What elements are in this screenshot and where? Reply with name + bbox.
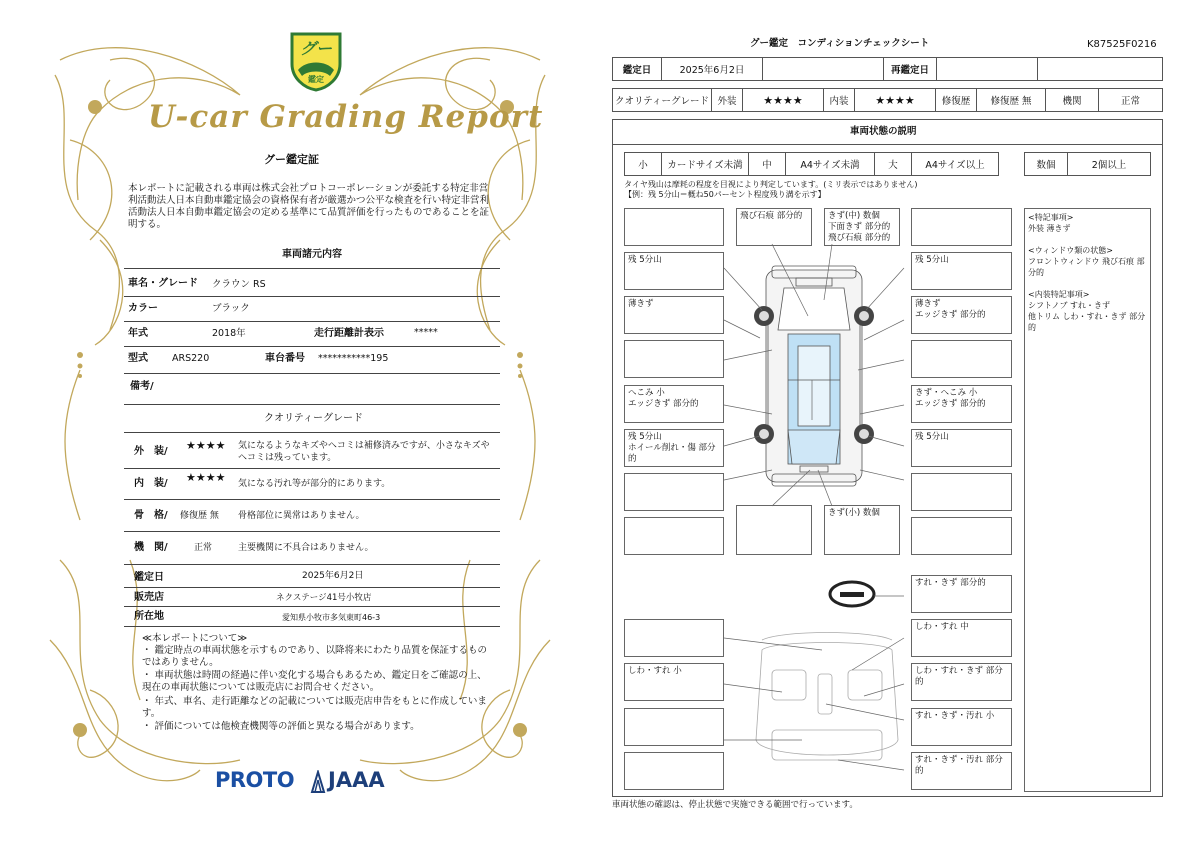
special-notes: <特記事項> 外装 薄きず <ウィンドウ類の状態> フロントウィンドウ 飛び石痕 部分的 <内装特記事項> シフトノブ すれ・きず 他トリム しわ・すれ・きず 部分的 <box>1024 208 1151 792</box>
note-item: ・ 評価については他検査機関等の評価と異なる場合があります。 <box>142 721 420 732</box>
quality-section-title: クオリティーグレード <box>264 413 363 424</box>
damage-box <box>911 517 1012 555</box>
certificate-intro: 本レポートに記載される車両は株式会社プロトコーポレーションが委託する特定非営利活動法人日本自動車鑑定協会の資格保有者が厳選かつ公平な検査を行い特定非営利活動法人日本自動車鑑定協会の定める基準にて品質評価を行ったものであることを証明する。 <box>128 183 490 230</box>
interior-box <box>624 708 724 746</box>
dealer-label: 販売店 <box>134 592 164 603</box>
mileage-value: ***** <box>414 327 438 338</box>
damage-box <box>624 517 724 555</box>
legend-count-desc: 2個以上 <box>1067 152 1151 176</box>
damage-box <box>624 473 724 511</box>
year-value: 2018年 <box>212 328 246 339</box>
damage-box: 残 5分山 <box>624 252 724 290</box>
spec-section-title: 車両諸元内容 <box>282 249 342 260</box>
interior-box: しわ・すれ 中 <box>911 619 1012 657</box>
quality-grade-label: クオリティーグレード <box>612 88 712 112</box>
document-id: K87525F0216 <box>1087 39 1157 50</box>
interior-box <box>624 752 724 790</box>
interior-box <box>624 619 724 657</box>
ext-label: 外装 <box>711 88 743 112</box>
damage-box <box>736 505 812 555</box>
damage-box: 残 5分山 <box>911 429 1012 467</box>
legend-count: 数個 <box>1024 152 1068 176</box>
interior-box: すれ・きず・汚れ 小 <box>911 708 1012 746</box>
chassis-label: 車台番号 <box>265 353 305 364</box>
engine-label-right: 機関 <box>1045 88 1099 112</box>
inspection-date-label: 鑑定日 <box>134 572 164 583</box>
reinspection-empty-cell <box>1037 57 1163 81</box>
damage-box: きず(小) 数個 <box>824 505 900 555</box>
interior-box: すれ・きず 部分的 <box>911 575 1012 613</box>
year-label: 年式 <box>128 328 148 339</box>
sheet-footer: 車両状態の確認は、停止状態で実施できる範囲で行っています。 <box>612 800 858 810</box>
steering-wheel-icon <box>830 582 874 606</box>
exterior-stars: ★★★★ <box>186 439 226 452</box>
chassis-value: ***********195 <box>318 353 389 364</box>
damage-box: 薄きず エッジきず 部分的 <box>911 296 1012 334</box>
legend-small: 小 <box>624 152 662 176</box>
model-label: 型式 <box>128 353 148 364</box>
date-label: 鑑定日 <box>612 57 662 81</box>
color-label: カラー <box>128 303 158 314</box>
damage-box: きず(中) 数個 下面きず 部分的 飛び石痕 部分的 <box>824 208 900 246</box>
certificate-title: グー鑑定証 <box>264 153 319 166</box>
frame-text: 骨格部位に異常はありません。 <box>238 511 365 521</box>
model-value: ARS220 <box>172 353 210 364</box>
damage-box: きず・へこみ 小 エッジきず 部分的 <box>911 385 1012 423</box>
engine-label: 機 関/ <box>134 542 168 553</box>
proto-logo: PROTO <box>215 768 295 792</box>
interior-label: 内 装/ <box>134 478 168 489</box>
report-title: U-car Grading Report <box>148 99 544 135</box>
exterior-label: 外 装/ <box>134 446 168 457</box>
damage-box: 飛び石痕 部分的 <box>736 208 812 246</box>
repair-label: 修復歴 <box>935 88 977 112</box>
legend-medium-desc: A4サイズ未満 <box>785 152 875 176</box>
repair-value: 修復歴 無 <box>976 88 1046 112</box>
exterior-text: 気になるようなキズやヘコミは補修済みですが、小さなキズやヘコミは残っています。 <box>238 441 490 463</box>
damage-box <box>911 208 1012 246</box>
engine-value: 正常 <box>194 543 213 553</box>
engine-value-right: 正常 <box>1098 88 1163 112</box>
damage-box: 残 5分山 <box>911 252 1012 290</box>
damage-box: 残 5分山 ホイール削れ・傷 部分的 <box>624 429 724 467</box>
svg-text:グー: グー <box>299 39 333 58</box>
address-label: 所在地 <box>134 611 164 622</box>
tire-note-example: 【例：残 5分山＝概ね50パーセント程度残り溝を示す】 <box>624 190 826 199</box>
car-name-label: 車名・グレード <box>128 278 198 289</box>
sheet-title: グー鑑定 コンディションチェックシート <box>750 38 930 49</box>
jaaa-mark-icon <box>310 770 326 794</box>
color-value: ブラック <box>212 303 250 314</box>
int-stars: ★★★★ <box>854 88 936 112</box>
condition-title: 車両状態の説明 <box>850 126 917 137</box>
legend-large-desc: A4サイズ以上 <box>911 152 999 176</box>
frame-value: 修復歴 無 <box>180 511 219 521</box>
interior-text: 気になる汚れ等が部分的にあります。 <box>238 479 391 489</box>
remarks-label: 備考/ <box>130 381 154 392</box>
dealer-value: ネクステージ41号小牧店 <box>276 593 372 603</box>
damage-box <box>624 340 724 378</box>
int-label: 内装 <box>823 88 855 112</box>
reinspection-value <box>936 57 1038 81</box>
ext-stars: ★★★★ <box>742 88 824 112</box>
reinspection-label: 再鑑定日 <box>883 57 937 81</box>
mileage-label: 走行距離計表示 <box>314 328 384 339</box>
legend-medium: 中 <box>748 152 786 176</box>
damage-box <box>911 473 1012 511</box>
damage-box: 薄きず <box>624 296 724 334</box>
note-item: ・ 車両状態は時間の経過に伴い変化する場合もあるため、鑑定日をご確認の上、現在の車両状態については販売店にお問合せください。 <box>142 670 487 693</box>
legend-large: 大 <box>874 152 912 176</box>
legend-small-desc: カードサイズ未満 <box>661 152 749 176</box>
frame-label: 骨 格/ <box>134 510 168 521</box>
date-value: 2025年6月2日 <box>661 57 763 81</box>
interior-box: しわ・すれ 小 <box>624 663 724 701</box>
goo-kantei-badge-icon <box>286 30 346 92</box>
tire-note: タイヤ残山は摩耗の程度を目視により判定しています。(ミリ表示ではありません) <box>624 180 918 189</box>
note-item: ・ 年式、車名、走行距離などの記載については販売店申告をもとに作成しています。 <box>142 696 487 719</box>
interior-box: しわ・すれ・きず 部分的 <box>911 663 1012 701</box>
damage-box <box>911 340 1012 378</box>
jaaa-logo: JAAA <box>328 768 385 792</box>
interior-stars: ★★★★ <box>186 471 226 484</box>
address-value: 愛知県小牧市多気東町46-3 <box>282 613 381 622</box>
date-empty-cell <box>762 57 884 81</box>
notes-title: ≪本レポートについて≫ <box>142 633 248 644</box>
damage-box <box>624 208 724 246</box>
engine-text: 主要機関に不具合はありません。 <box>238 543 374 553</box>
car-name-value: クラウン RS <box>212 279 266 290</box>
inspection-date-value: 2025年6月2日 <box>302 571 364 581</box>
svg-text:鑑定: 鑑定 <box>308 75 324 84</box>
interior-box: すれ・きず・汚れ 部分的 <box>911 752 1012 790</box>
condition-check-sheet <box>600 0 1200 848</box>
damage-box: へこみ 小 エッジきず 部分的 <box>624 385 724 423</box>
note-item: ・ 鑑定時点の車両状態を示すものであり、以降将来にわたり品質を保証するものではありません。 <box>142 645 488 668</box>
